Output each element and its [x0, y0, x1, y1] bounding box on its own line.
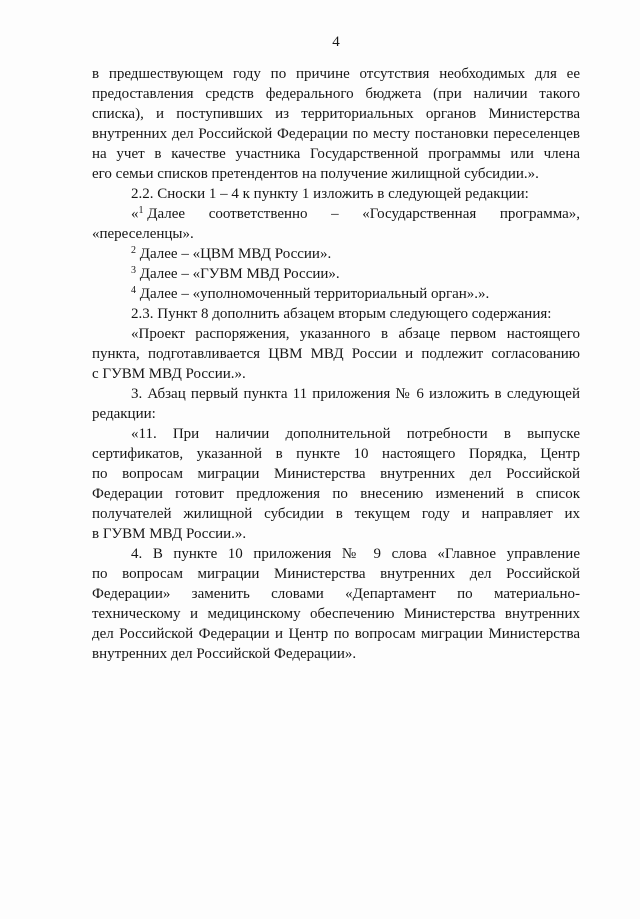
text-line: Федерации готовит предложения по внесению изменений в список [92, 486, 580, 502]
text-line: пункта, подготавливается ЦВМ МВД России и подлежит согласованию [92, 346, 580, 362]
page-number: 4 [332, 34, 340, 50]
footnote-1-line [92, 204, 580, 224]
paragraph-2-3-quote [92, 324, 580, 384]
footnote-text: Далее – «уполномоченный территориальный орган».». [136, 286, 490, 302]
text-line: внутренних дел Российской Федерации по месту постановки переселенцев [92, 126, 580, 142]
text-line: с ГУВМ МВД России.». [92, 366, 246, 382]
text-line: в ГУВМ МВД России.». [92, 526, 247, 542]
footnote-1-continuation: «переселенцы». [92, 226, 194, 242]
text-line: предоставления средств федерального бюджета (при наличии такого [92, 86, 580, 102]
text-line: техническому и медицинскому обеспечению Министерства внутренних [92, 606, 580, 622]
footnote-mark: 4 [131, 285, 136, 296]
paragraph-3 [92, 384, 580, 424]
text-line: в предшествующем году по причине отсутствия необходимых для ее [92, 66, 580, 82]
footnote-text: Далее – «ЦВМ МВД России». [136, 246, 332, 262]
text-line: дел Российской Федерации и Центр по вопросам миграции Министерства [92, 626, 580, 642]
text-line: «11. При наличии дополнительной потребности в выпуске [131, 426, 580, 442]
paragraph-3-quote [92, 424, 580, 544]
footnote-2 [92, 244, 580, 264]
text-line: списка), и поступивших из территориальных органов Министерства [92, 106, 580, 122]
paragraph-4 [92, 544, 580, 664]
text-line: 4. В пункте 10 приложения № 9 слова «Главное управление [131, 546, 580, 562]
text-line: 3. Абзац первый пункта 11 приложения № 6 изложить в следующей [131, 386, 580, 402]
footnote-text: Далее – «ГУВМ МВД России». [136, 266, 340, 282]
text-line: на учет в качестве участника Государственной программы или члена [92, 146, 580, 162]
footnote-mark: 2 [131, 245, 136, 256]
paragraph-continuation [92, 64, 580, 184]
text-line: внутренних дел Российской Федерации». [92, 646, 357, 662]
text-line: по вопросам миграции Министерства внутренних дел Российской [92, 466, 580, 482]
text-line: редакции: [92, 406, 156, 422]
footnote-1 [92, 204, 580, 244]
text-line: его семьи списков претендентов на получение жилищной субсидии.». [92, 166, 539, 182]
text-line: по вопросам миграции Министерства внутренних дел Российской [92, 566, 580, 582]
footnote-4 [92, 284, 580, 304]
text-line: Федерации» заменить словами «Департамент по материально- [92, 586, 580, 602]
footnote-mark: 1 [138, 205, 144, 216]
footnote-text: соответственно – «Государственная программа», [208, 206, 581, 222]
footnote-lead-word: Далее [143, 206, 186, 222]
footnote-1-lead [131, 204, 185, 224]
paragraph-2-3: 2.3. Пункт 8 дополнить абзацем вторым следующего содержания: [131, 306, 552, 322]
footnote-mark: 3 [131, 265, 136, 276]
open-quote: « [131, 206, 139, 222]
footnote-3 [92, 264, 580, 284]
text-line: получателей жилищной субсидии в текущем году и направляет их [92, 506, 580, 522]
paragraph-2-2: 2.2. Сноски 1 – 4 к пункту 1 изложить в следующей редакции: [131, 186, 529, 202]
document-body [92, 64, 580, 664]
text-line: сертификатов, указанной в пункте 10 настоящего Порядка, Центр [92, 446, 580, 462]
text-line: «Проект распоряжения, указанного в абзаце первом настоящего [131, 326, 580, 342]
